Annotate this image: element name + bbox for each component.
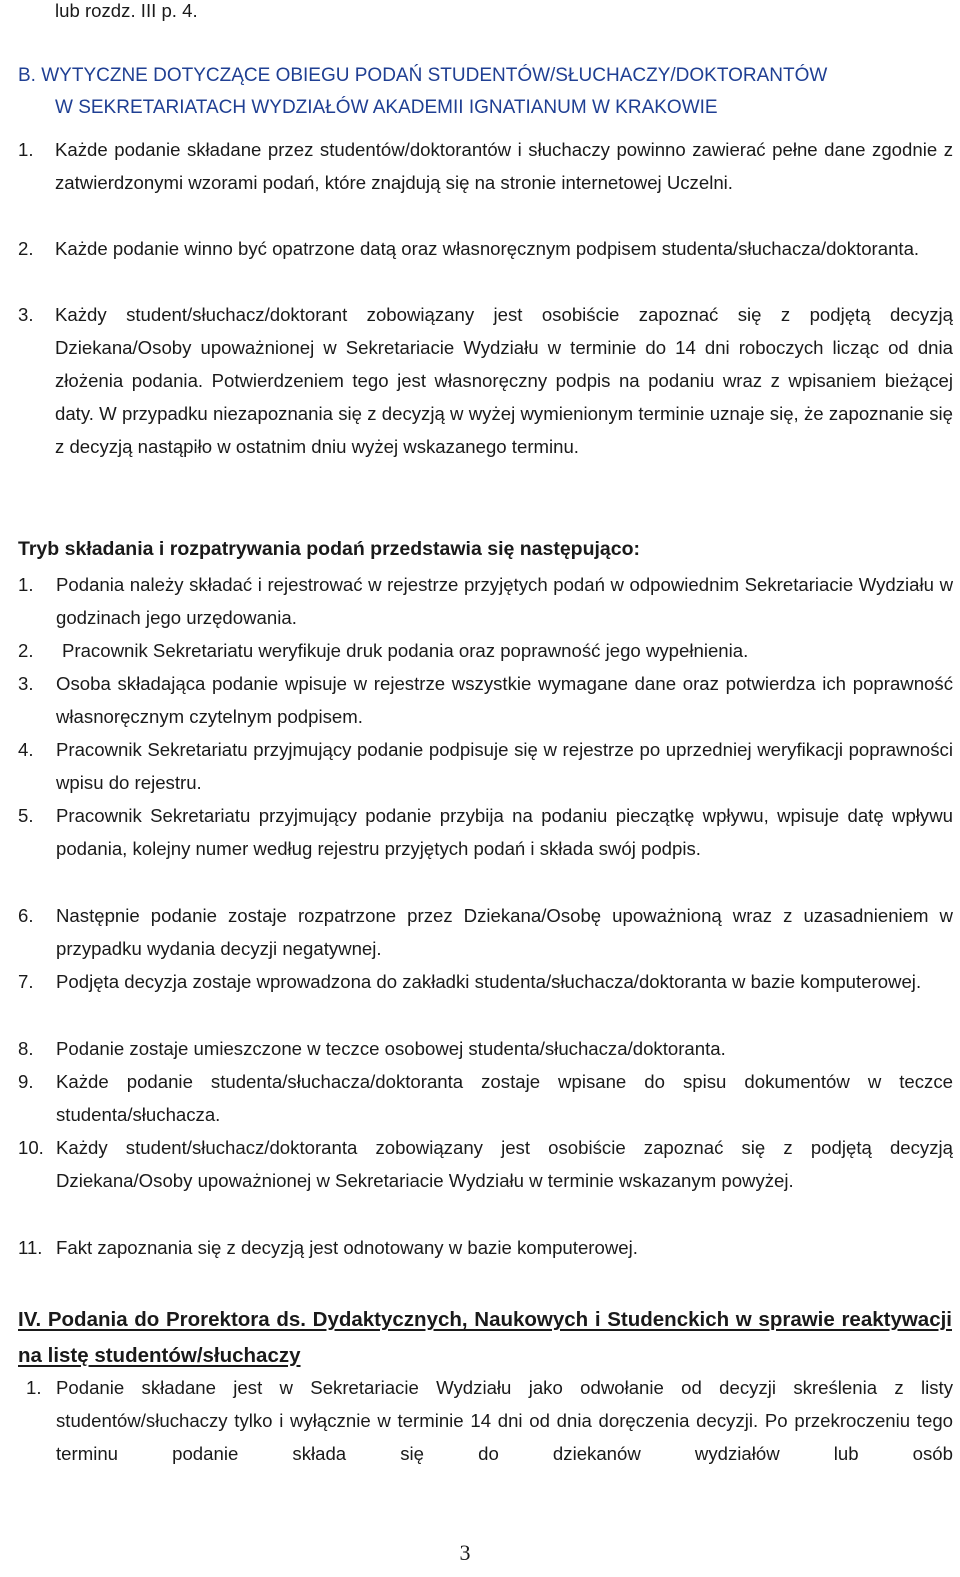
list-number: 2. xyxy=(18,640,34,661)
list-text: Fakt zapoznania się z decyzją jest odnotowany w bazie komputerowej. xyxy=(56,1237,638,1258)
list-text: Pracownik Sekretariatu przyjmujący podanie przybija na podaniu pieczątkę wpływu, wpisuje datę wpływu podania, kolejny numer według rejestru przyjętych podań i składa swój podpis. xyxy=(56,805,953,859)
procedure-item-1 xyxy=(18,568,953,634)
continuation-line: lub rozdz. III p. 4. xyxy=(55,0,198,21)
list-number: 1. xyxy=(18,574,34,595)
procedure-item-7 xyxy=(18,965,953,998)
list-text: Każde podanie studenta/słuchacza/doktoranta zostaje wpisane do spisu dokumentów w teczce studenta/słuchacza. xyxy=(56,1071,953,1125)
list-number: 1. xyxy=(26,1377,42,1398)
list-number: 2. xyxy=(18,238,34,259)
procedure-item-8 xyxy=(18,1032,953,1065)
procedure-heading: Tryb składania i rozpatrywania podań przedstawia się następująco: xyxy=(18,538,641,560)
list-number: 8. xyxy=(18,1038,34,1059)
list-text: Każdy student/słuchacz/doktorant zobowiązany jest osobiście zapoznać się z podjętą decyzją Dziekana/Osoby upoważnionej w Sekretariacie Wydziału w terminie do 14 dni roboczych licząc od dnia złożenia podania. Potwierdzeniem tego jest własnoręczny podpis na podaniu wraz z wpisaniem bieżącej daty. W przypadku niezapoznania się z decyzją w wyżej wymienionym terminie uznaje się, że zapoznanie się z decyzją nastąpiło w ostatnim dniu wyżej wskazanego terminu. xyxy=(55,304,953,457)
list-number: 11. xyxy=(18,1237,43,1258)
list-number: 4. xyxy=(18,739,34,760)
list-text: Osoba składająca podanie wpisuje w rejestrze wszystkie wymagane dane oraz potwierdza ich poprawność własnoręcznym czytelnym podpisem. xyxy=(56,673,953,727)
list-number: 3. xyxy=(18,304,34,325)
procedure-item-6 xyxy=(18,899,953,965)
section-iv-title: IV. Podania do Prorektora ds. Dydaktycznych, Naukowych i Studenckich w sprawie reaktywacji na listę studentów/słuchaczy xyxy=(18,1308,952,1367)
section-b-item-2 xyxy=(18,232,953,265)
procedure-item-3 xyxy=(18,667,953,733)
list-text: Pracownik Sekretariatu weryfikuje druk podania oraz poprawność jego wypełnienia. xyxy=(62,640,749,661)
procedure-item-10 xyxy=(18,1131,953,1197)
list-text: Podanie składane jest w Sekretariacie Wydziału jako odwołanie od decyzji skreślenia z listy studentów/słuchaczy tylko i wyłącznie w terminie 14 dni od dnia doręczenia decyzji. Po przekroczeniu tego terminu podanie składa się do dziekanów wydziałów lub osób xyxy=(56,1377,953,1464)
section-iv-heading xyxy=(18,1302,952,1374)
procedure-item-9 xyxy=(18,1065,953,1131)
section-b-item-1 xyxy=(18,133,953,199)
section-b-title-line1: B. WYTYCZNE DOTYCZĄCE OBIEGU PODAŃ STUDENTÓW/SŁUCHACZY/DOKTORANTÓW xyxy=(18,65,828,86)
list-number: 3. xyxy=(18,673,34,694)
list-text: Podania należy składać i rejestrować w rejestrze przyjętych podań w odpowiednim Sekretariacie Wydziału w godzinach jego urzędowania. xyxy=(56,574,953,628)
list-number: 1. xyxy=(18,139,34,160)
list-number: 10. xyxy=(18,1137,44,1158)
list-number: 9. xyxy=(18,1071,34,1092)
list-number: 6. xyxy=(18,905,34,926)
section-b-title-line2: W SEKRETARIATACH WYDZIAŁÓW AKADEMII IGNATIANUM W KRAKOWIE xyxy=(55,97,718,118)
list-text: Każde podanie składane przez studentów/doktorantów i słuchaczy powinno zawierać pełne dane zgodnie z zatwierdzonymi wzorami podań, które znajdują się na stronie internetowej Uczelni. xyxy=(55,139,953,193)
section-b-item-3 xyxy=(18,298,953,463)
procedure-item-11 xyxy=(18,1231,953,1264)
procedure-item-5 xyxy=(18,799,953,865)
list-text: Podanie zostaje umieszczone w teczce osobowej studenta/słuchacza/doktoranta. xyxy=(56,1038,726,1059)
list-number: 7. xyxy=(18,971,34,992)
page-number: 3 xyxy=(459,1540,471,1565)
procedure-item-2 xyxy=(18,634,953,667)
list-text: Podjęta decyzja zostaje wprowadzona do zakładki studenta/słuchacza/doktoranta w bazie komputerowej. xyxy=(56,971,922,992)
list-text: Każdy student/słuchacz/doktoranta zobowiązany jest osobiście zapoznać się z podjętą decyzją Dziekana/Osoby upoważnionej w Sekretariacie Wydziału w terminie wskazanym powyżej. xyxy=(56,1137,953,1191)
section-b-heading xyxy=(18,60,953,124)
list-number: 5. xyxy=(18,805,34,826)
list-text: Pracownik Sekretariatu przyjmujący podanie podpisuje się w rejestrze po uprzedniej weryfikacji poprawności wpisu do rejestru. xyxy=(56,739,953,793)
procedure-item-4 xyxy=(18,733,953,799)
list-text: Każde podanie winno być opatrzone datą oraz własnoręcznym podpisem studenta/słuchacza/doktoranta. xyxy=(55,238,920,259)
section-iv-item-1 xyxy=(26,1371,953,1470)
list-text: Następnie podanie zostaje rozpatrzone przez Dziekana/Osobę upoważnioną wraz z uzasadnieniem w przypadku wydania decyzji negatywnej. xyxy=(56,905,953,959)
